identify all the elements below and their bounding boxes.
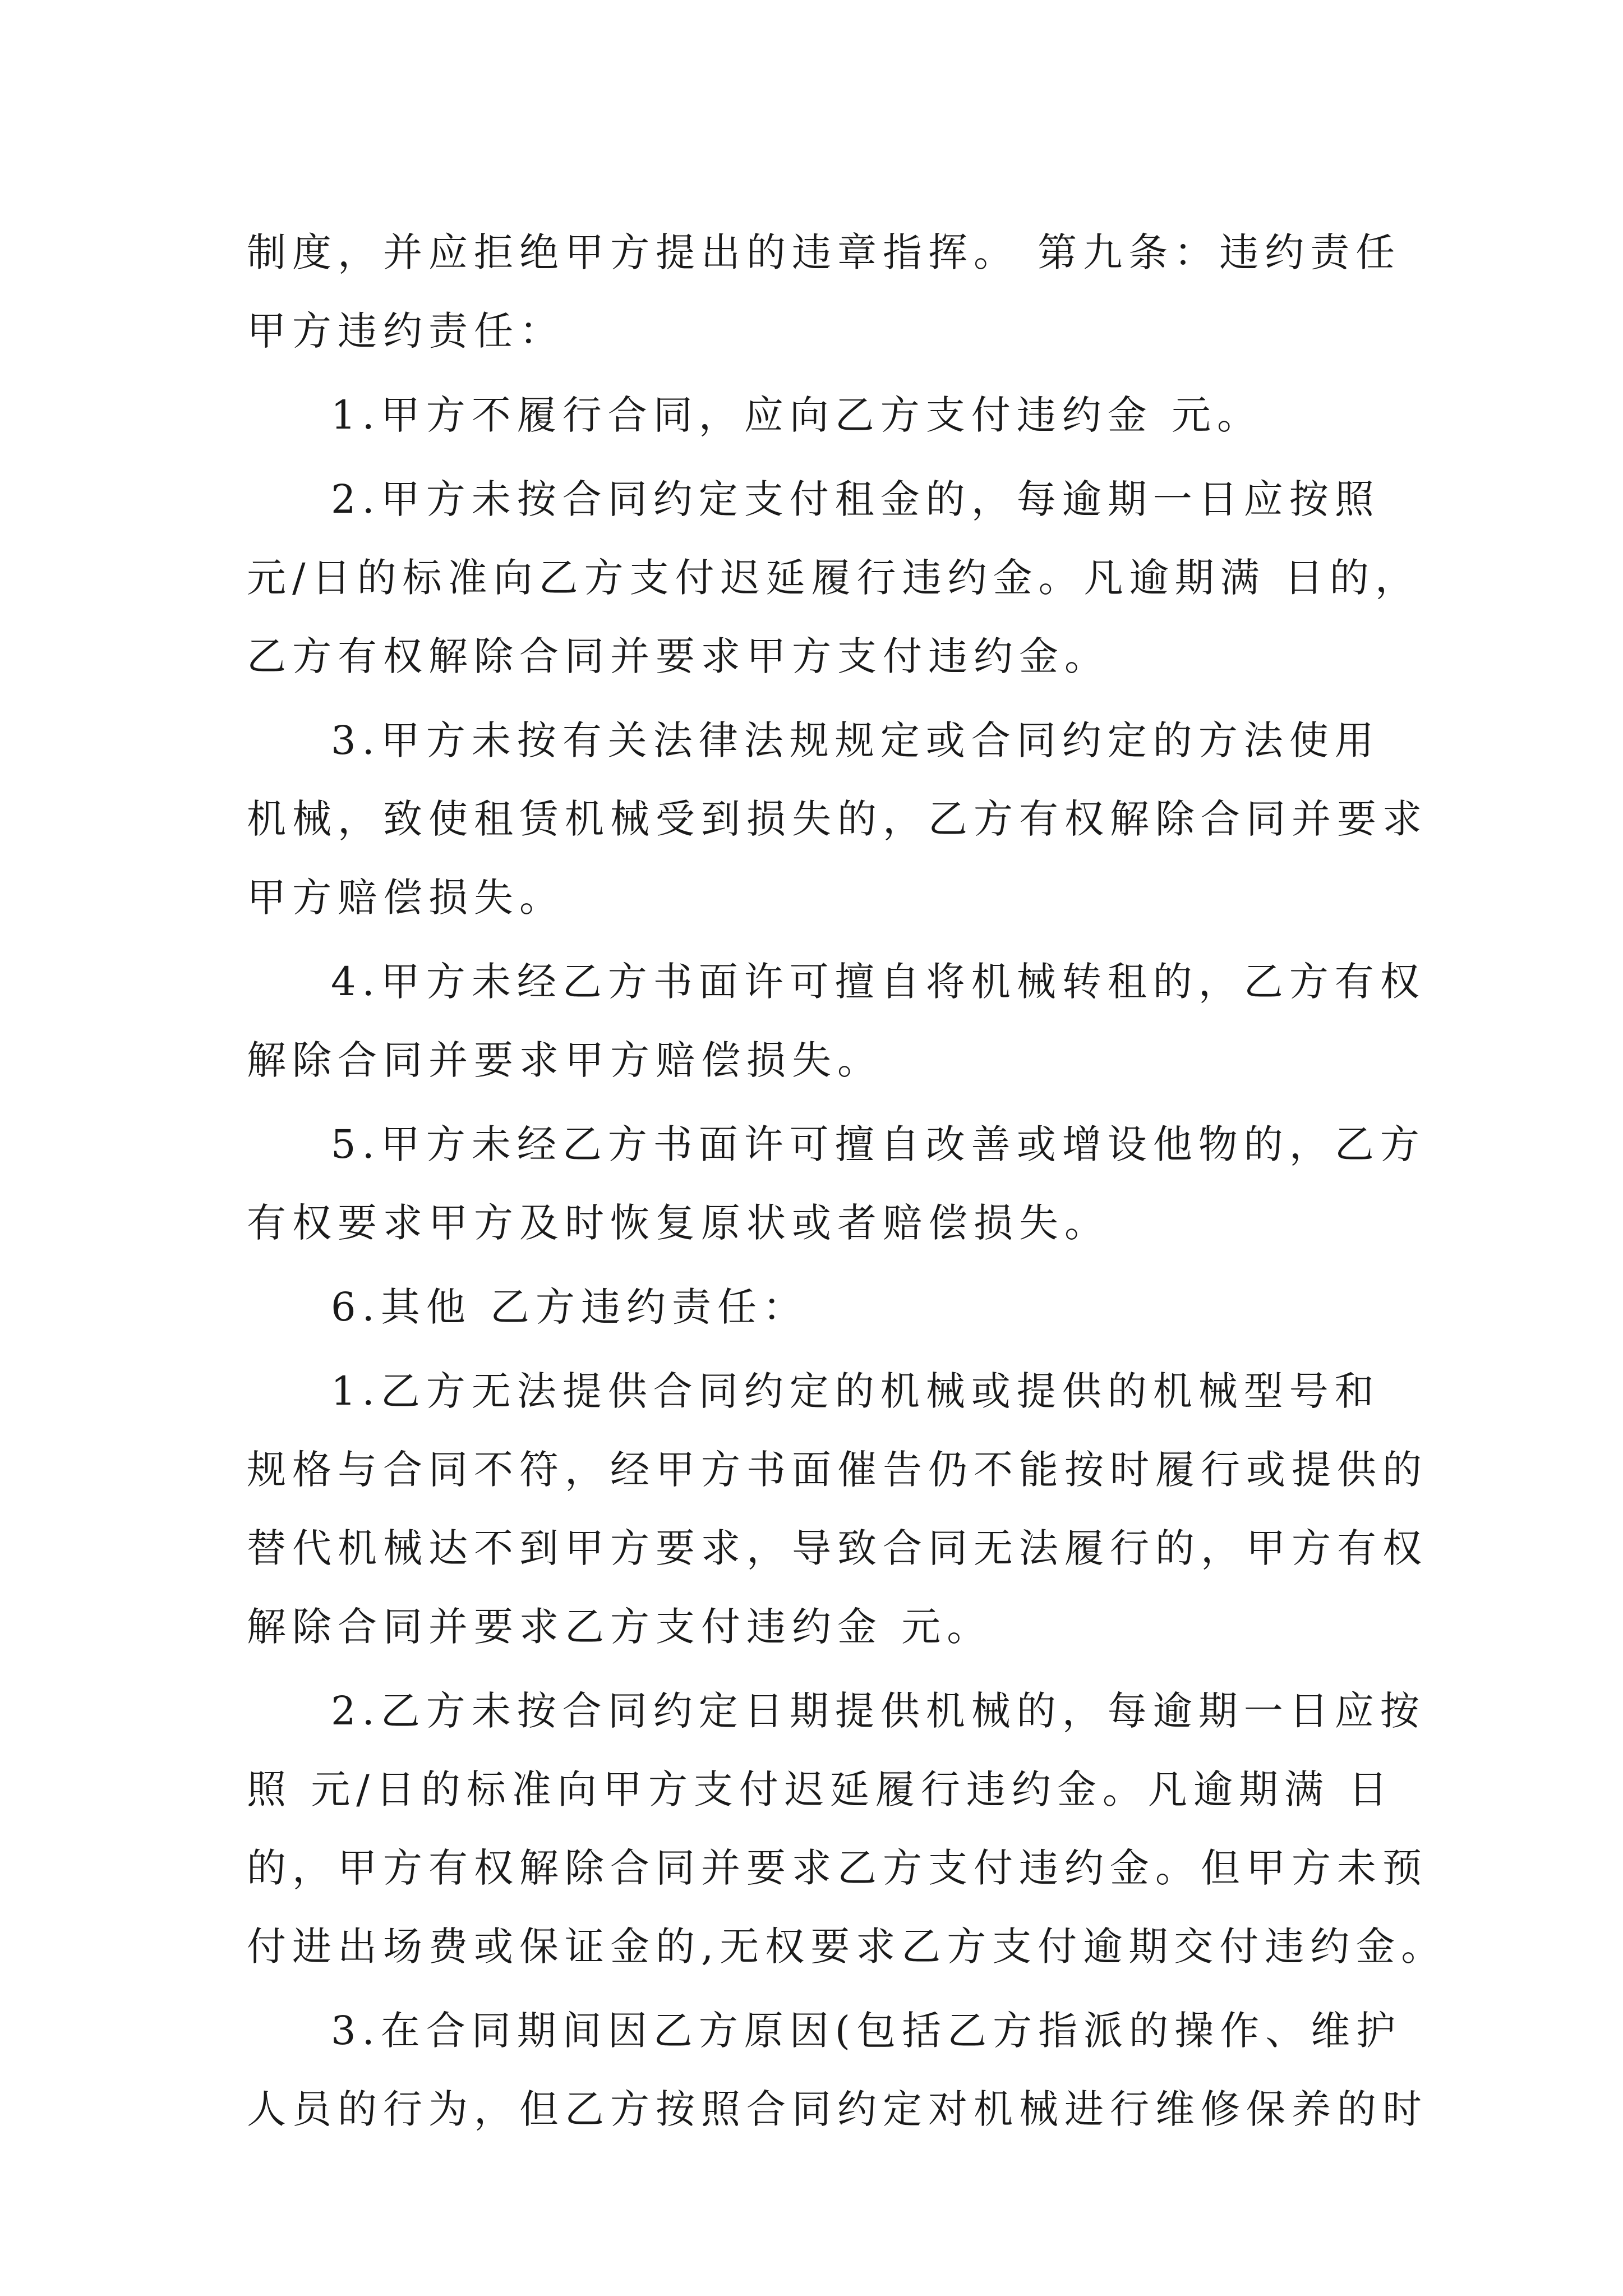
text-line: 2.甲方未按合同约定支付租金的，每逾期一日应按照: [331, 476, 1380, 522]
text-line: 付进出场费或保证金的,无权要求乙方支付逾期交付违约金。: [247, 1924, 1447, 1970]
text-line: 解除合同并要求乙方支付违约金 元。: [247, 1604, 993, 1650]
text-line: 的，甲方有权解除合同并要求乙方支付违约金。但甲方未预: [247, 1845, 1428, 1891]
text-line: 5.甲方未经乙方书面许可擅自改善或增设他物的，乙方: [331, 1121, 1426, 1167]
text-line: 3.甲方未按有关法律法规规定或合同约定的方法使用: [331, 717, 1380, 763]
text-line: 甲方赔偿损失。: [247, 875, 565, 921]
text-line: 制度，并应拒绝甲方提出的违章指挥。 第九条：违约责任: [247, 229, 1401, 275]
text-line: 元/日的标准向乙方支付迟延履行违约金。凡逾期满 日的，: [247, 555, 1421, 601]
text-line: 机械，致使租赁机械受到损失的，乙方有权解除合同并要求: [247, 796, 1428, 842]
document-body: [247, 213, 1447, 2148]
text-line: 1.乙方无法提供合同约定的机械或提供的机械型号和: [331, 1368, 1380, 1414]
text-line: 乙方有权解除合同并要求甲方支付违约金。: [247, 633, 1110, 679]
text-line: 2.乙方未按合同约定日期提供机械的，每逾期一日应按: [331, 1688, 1426, 1734]
text-line: 替代机械达不到甲方要求，导致合同无法履行的，甲方有权: [247, 1525, 1428, 1571]
text-line: 人员的行为，但乙方按照合同约定对机械进行维修保养的时: [247, 2086, 1428, 2132]
text-line: 解除合同并要求甲方赔偿损失。: [247, 1037, 883, 1083]
text-line: 4.甲方未经乙方书面许可擅自将机械转租的，乙方有权: [331, 959, 1426, 1005]
text-line: 规格与合同不符，经甲方书面催告仍不能按时履行或提供的: [247, 1447, 1428, 1493]
text-line: 甲方违约责任：: [247, 308, 565, 354]
text-line: 1.甲方不履行合同，应向乙方支付违约金 元。: [331, 392, 1263, 438]
text-line: 照 元/日的标准向甲方支付迟延履行违约金。凡逾期满 日: [247, 1766, 1394, 1812]
text-line: 6.其他 乙方违约责任：: [331, 1284, 809, 1330]
text-line: 有权要求甲方及时恢复原状或者赔偿损失。: [247, 1200, 1110, 1246]
text-line: 3.在合同期间因乙方原因(包括乙方指派的操作、维护: [331, 2008, 1402, 2054]
